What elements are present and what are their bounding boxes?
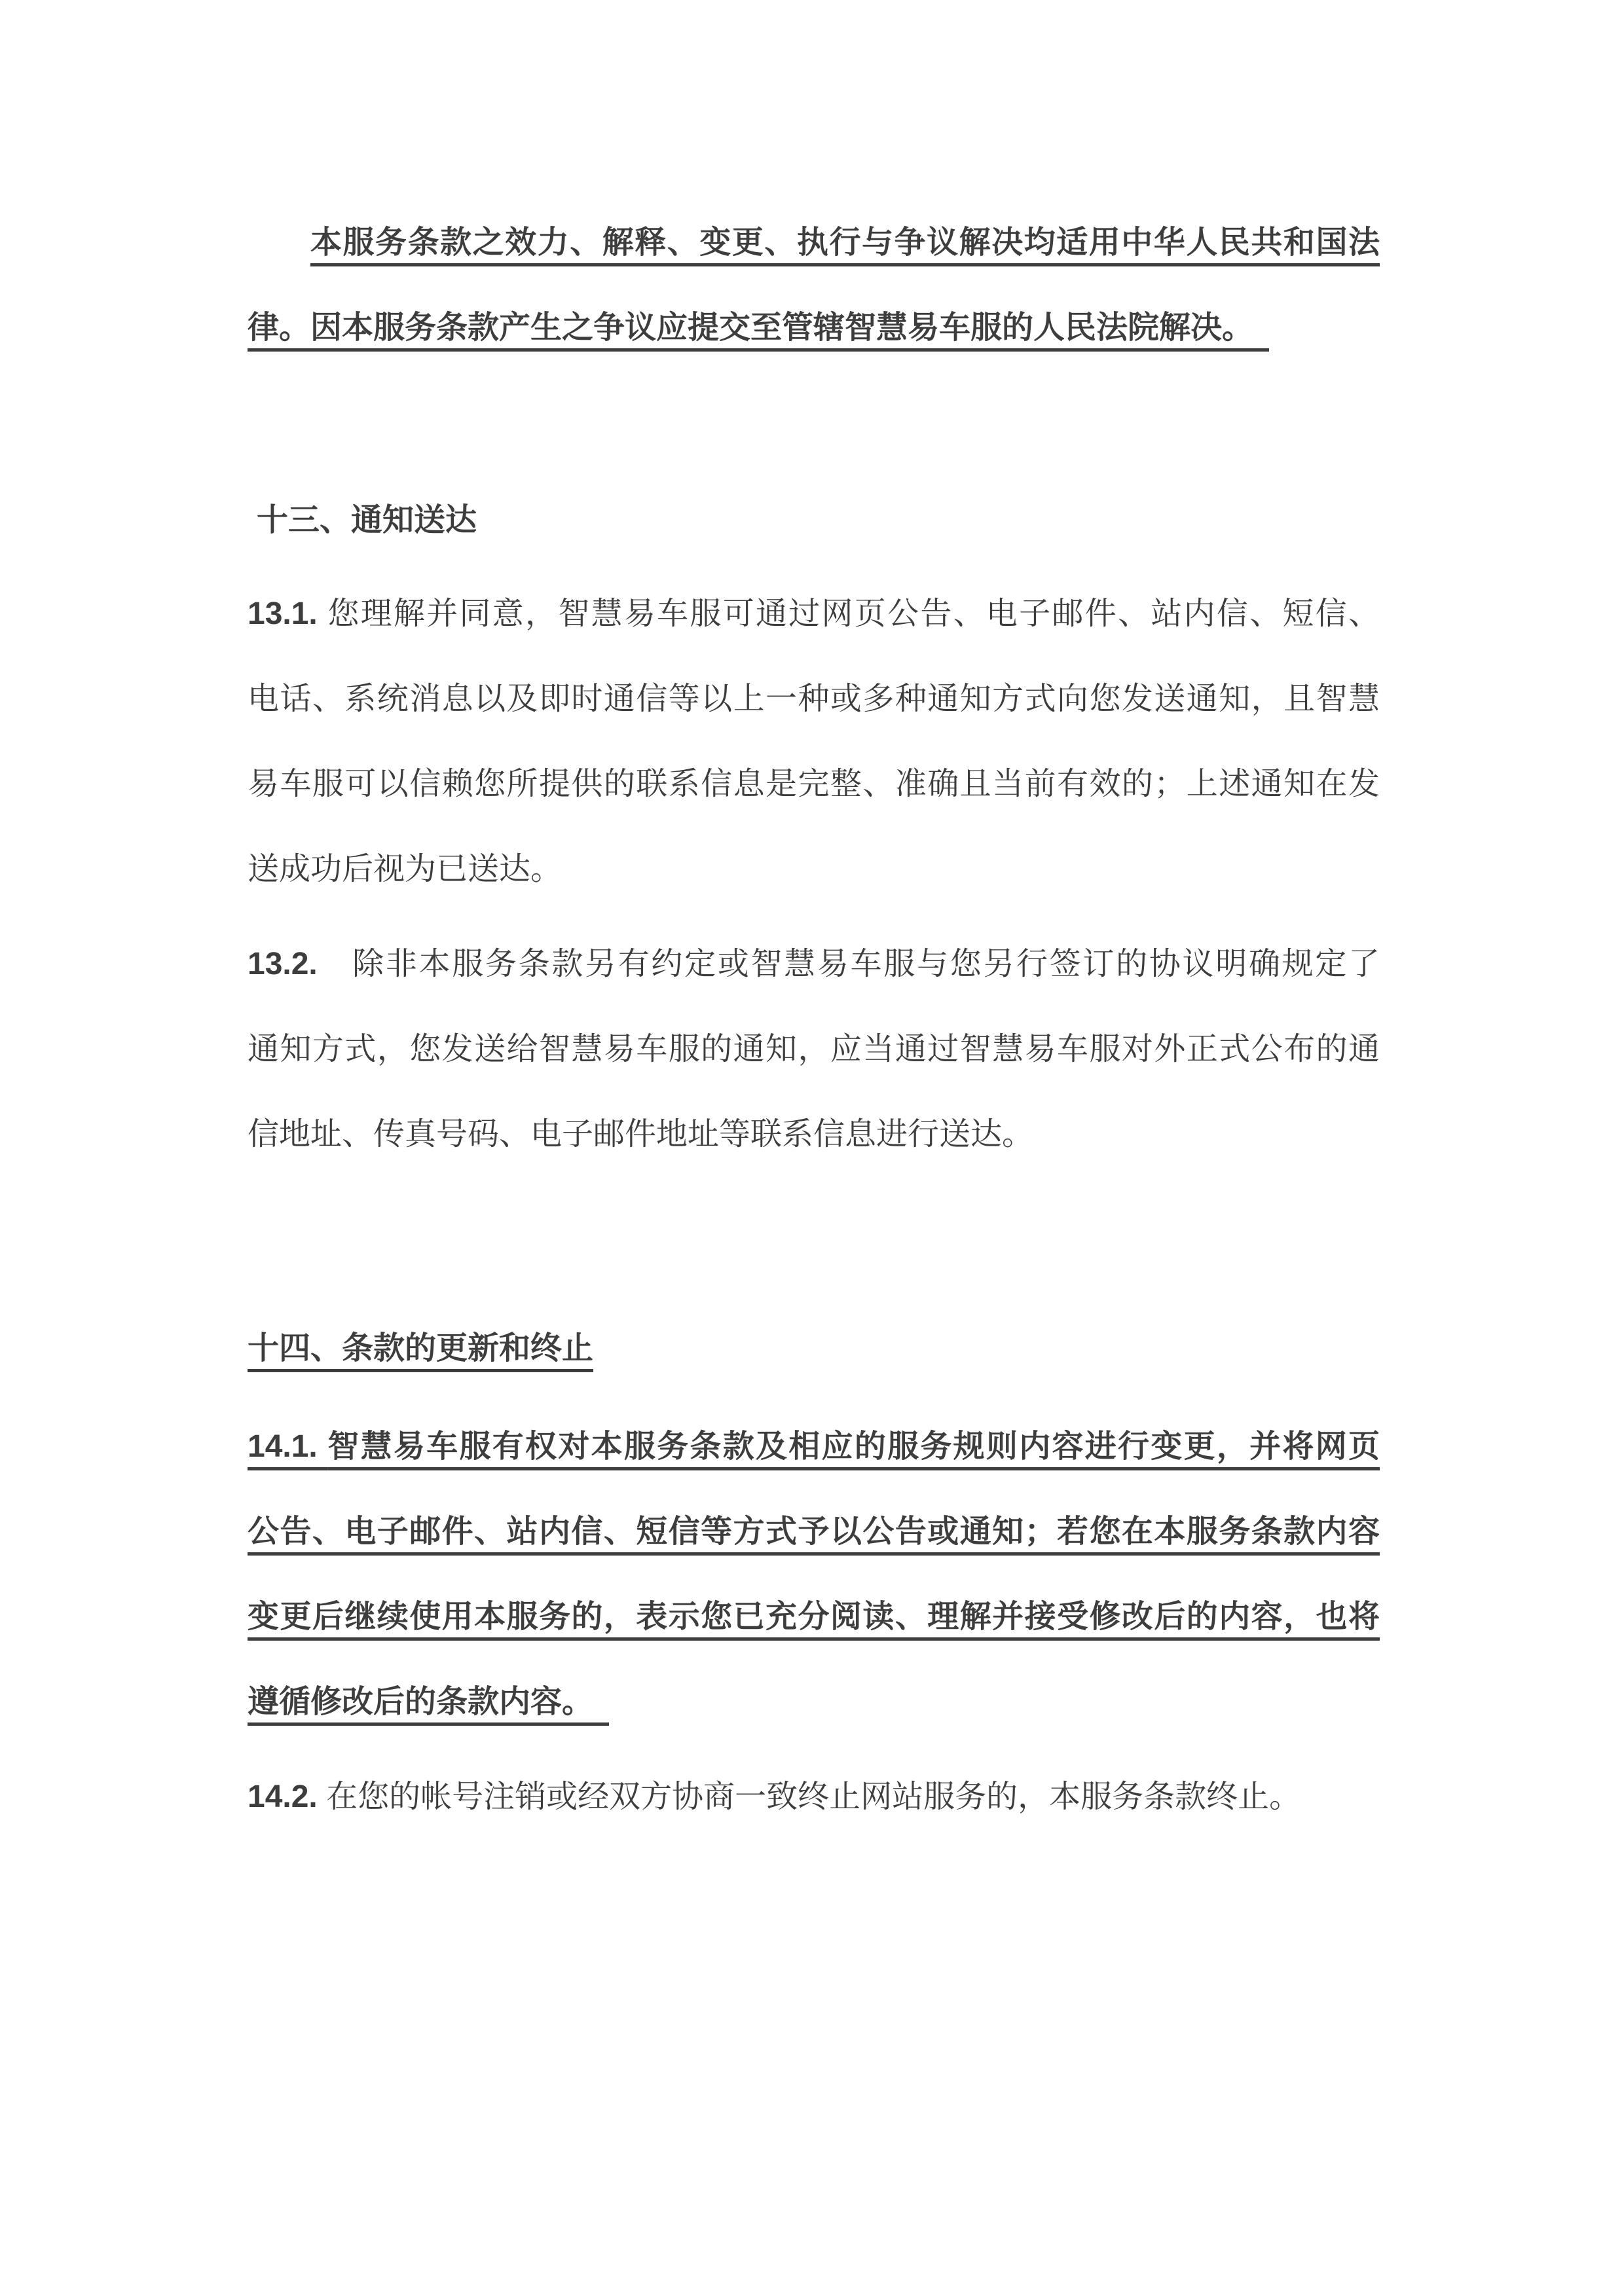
clause-13-1-line-4: 送成功后视为已送达。 [248, 852, 563, 886]
clause-14-1 [248, 1404, 1380, 1745]
clause-13-2-line-2: 通知方式，您发送给智慧易车服的通知，应当通过智慧易车服对外正式公布的通 [248, 1032, 1380, 1066]
clause-13-1-line-1 [248, 572, 1380, 657]
paragraph-governing-law [248, 200, 1380, 371]
clause-13-1-line-3: 易车服可以信赖您所提供的联系信息是完整、准确且当前有效的；上述通知在发 [248, 767, 1380, 801]
clause-14-2-number: 14.2. [248, 1779, 327, 1814]
clause-14-2-line-1 [248, 1755, 1380, 1840]
clause-14-1-line-1 [248, 1404, 1380, 1489]
clause-13-1-line-2: 电话、系统消息以及即时通信等以上一种或多种通知方式向您发送通知，且智慧 [248, 682, 1380, 716]
clause-13-2 [248, 922, 1380, 1177]
clause-13-1-number: 13.1. [248, 596, 328, 631]
governing-law-line-2: 律。因本服务条款产生之争议应提交至管辖智慧易车服的人民法院解决。 [248, 310, 1270, 345]
clause-14-1-line-2: 公告、电子邮件、站内信、短信等方式予以公告或通知；若您在本服务条款内容 [248, 1514, 1380, 1549]
clause-13-2-line-3: 信地址、传真号码、电子邮件地址等联系信息进行送达。 [248, 1117, 1034, 1152]
clause-14-2 [248, 1755, 1380, 1840]
clause-13-2-line-1 [248, 922, 1380, 1007]
section-14-heading: 十四、条款的更新和终止 [248, 1331, 594, 1366]
clause-13-1 [248, 572, 1380, 912]
clause-14-2-text: 在您的帐号注销或经双方协商一致终止网站服务的，本服务条款终止。 [326, 1779, 1301, 1814]
clause-13-1-text: 您理解并同意，智慧易车服可通过网页公告、电子邮件、站内信、短信、 [327, 596, 1380, 631]
governing-law-line-1: 本服务条款之效力、解释、变更、执行与争议解决均适用中华人民共和国法 [310, 225, 1380, 260]
clause-14-1-line-4: 遵循修改后的条款内容。 [248, 1685, 610, 1719]
clause-14-1-number: 14.1. [248, 1429, 328, 1464]
clause-13-2-number: 13.2. [248, 947, 353, 981]
section-13-heading: 十三、通知送达 [257, 503, 477, 538]
clause-14-1-line-3: 变更后继续使用本服务的，表示您已充分阅读、理解并接受修改后的内容，也将 [248, 1599, 1380, 1634]
clause-14-1-text: 智慧易车服有权对本服务条款及相应的服务规则内容进行变更，并将网页 [327, 1429, 1380, 1464]
clause-13-2-text: 除非本服务条款另有约定或智慧易车服与您另行签订的协议明确规定了 [352, 947, 1380, 981]
